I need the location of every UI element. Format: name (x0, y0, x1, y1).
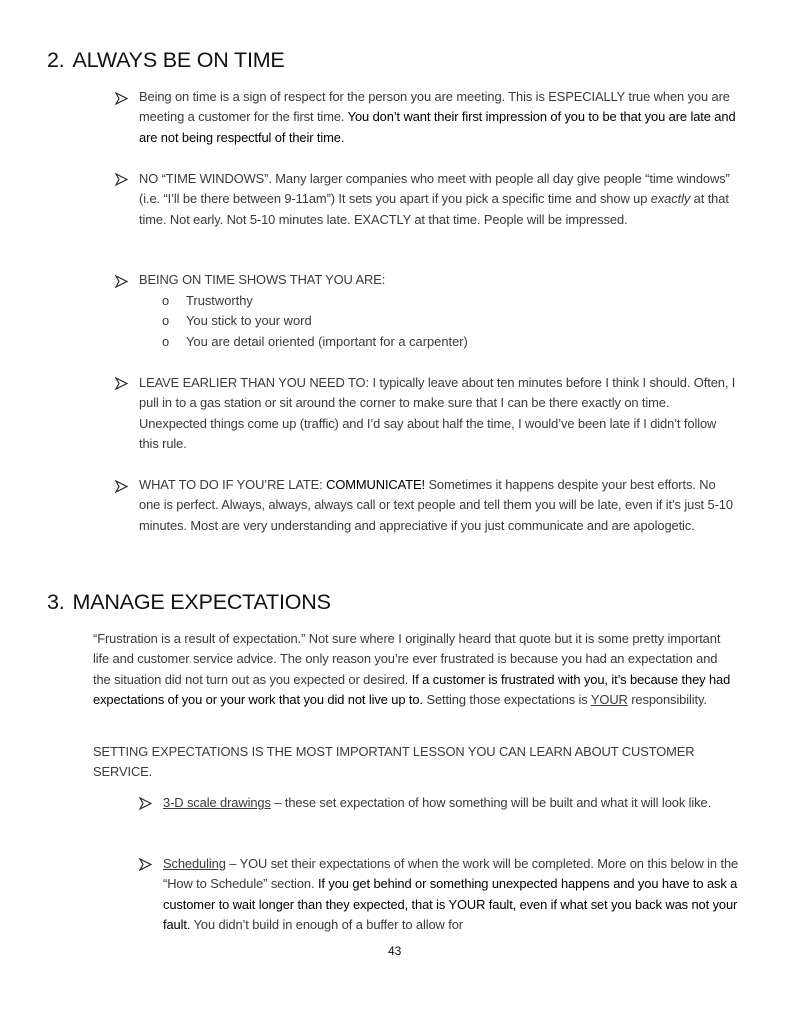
paragraph-text: “Frustration is a result of expectation.” Not sure where I originally heard that quote but it is some pretty important life and customer service advice. The only reason you’re ever frustrated is because you had an expectation and the situation did not turn out as you expected or desired. (93, 631, 721, 687)
paragraph-text: responsibility. (631, 692, 707, 708)
bullet-italic: exactly (650, 191, 691, 207)
bullet-underline: Scheduling (163, 856, 226, 871)
bullet-scheduling (163, 854, 739, 936)
bullet-text: at that time. Not early. Not 5-10 minutes late. EXACTLY at that time. People will be impressed. (139, 191, 729, 227)
circle-bullet-icon: o (162, 313, 170, 328)
sub-item (162, 332, 562, 352)
bullet-on-time-respect (139, 87, 739, 148)
section-number: 2. (47, 48, 65, 72)
paragraph-emphasis: If a customer is frustrated with you, it’s because they had expectations of you or your work that you did not live up to. (93, 671, 731, 708)
section-2-heading (47, 48, 285, 73)
paragraph-frustration (93, 629, 738, 711)
bullet-scale-drawings (163, 793, 739, 813)
sub-item-text: You are detail oriented (important for a carpenter) (186, 334, 468, 349)
bullet-text: Sometimes it happens despite your best efforts. No one is perfect. Always, always, always call or text people and tell them you will be late, even if it’s just 5-10 minutes. Most are very understanding and appreciative if you just communicate and are apologetic. (139, 477, 733, 533)
bullet-underline: 3-D scale drawings (163, 795, 271, 810)
arrow-bullet-icon (115, 173, 128, 186)
sub-item-text: You stick to your word (186, 313, 312, 328)
bullet-text: LEAVE EARLIER THAN YOU NEED TO: I typically leave about ten minutes before I think I should. Often, I pull in to a gas station or sit around the corner to make sure that I can be there exactly on time. Unexpected things come up (traffic) and I’d say about half the time, I would’ve been late if I didn’t follow this rule. (139, 375, 736, 452)
sub-item (162, 291, 562, 311)
bullet-text: – these set expectation of how something will be built and what it will look like. (274, 795, 712, 810)
section-title: MANAGE EXPECTATIONS (72, 590, 331, 614)
bullet-on-time-shows (139, 270, 739, 290)
sub-item-text: Trustworthy (186, 293, 253, 308)
arrow-bullet-icon (139, 858, 152, 871)
bullet-text: WHAT TO DO IF YOU’RE LATE: (139, 477, 323, 492)
section-number: 3. (47, 590, 65, 614)
arrow-bullet-icon (115, 92, 128, 105)
bullet-text: – YOU set their expectations of when the work will be completed. More on this below in the “How to Schedule” section. (163, 856, 739, 892)
paragraph-text: Setting those expectations is (426, 692, 588, 708)
bullet-leave-earlier (139, 373, 739, 455)
arrow-bullet-icon (115, 480, 128, 493)
bullet-emphasis: COMMUNICATE! (326, 477, 425, 492)
bullet-emphasis: You don’t want their first impression of you to be that you are late and are not being respectful of their time. (139, 109, 736, 145)
bullet-if-late (139, 475, 739, 536)
bullet-time-windows (139, 169, 739, 230)
bullet-text: Being on time is a sign of respect for the person you are meeting. This is ESPECIALLY true when you are meeting a customer for the first time. (139, 89, 730, 125)
bullet-text: BEING ON TIME SHOWS THAT YOU ARE: (139, 272, 386, 287)
circle-bullet-icon: o (162, 293, 170, 308)
section-3-heading (47, 590, 331, 615)
arrow-bullet-icon (139, 797, 152, 810)
bullet-text: NO “TIME WINDOWS”. Many larger companies who meet with people all day give people “time windows” (i.e. “I’ll be there between 9-11am”) It sets you apart if you pick a specific time and show up (139, 171, 730, 207)
bullet-text: You didn’t build in enough of a buffer to allow for (193, 917, 463, 933)
arrow-bullet-icon (115, 275, 128, 288)
bullet-emphasis: If you get behind or something unexpected happens and you have to ask a customer to wait longer than they expected, that is YOUR fault, even if what set you back was not your fault. (163, 876, 738, 933)
circle-bullet-icon: o (162, 334, 170, 349)
arrow-bullet-icon (115, 377, 128, 390)
paragraph-setting-expectations: SETTING EXPECTATIONS IS THE MOST IMPORTANT LESSON YOU CAN LEARN ABOUT CUSTOMER SERVICE. (93, 744, 695, 780)
section-title: ALWAYS BE ON TIME (72, 48, 285, 72)
paragraph-underline: YOUR (590, 692, 628, 708)
page-number: 43 (388, 944, 402, 958)
sub-item (162, 311, 562, 331)
